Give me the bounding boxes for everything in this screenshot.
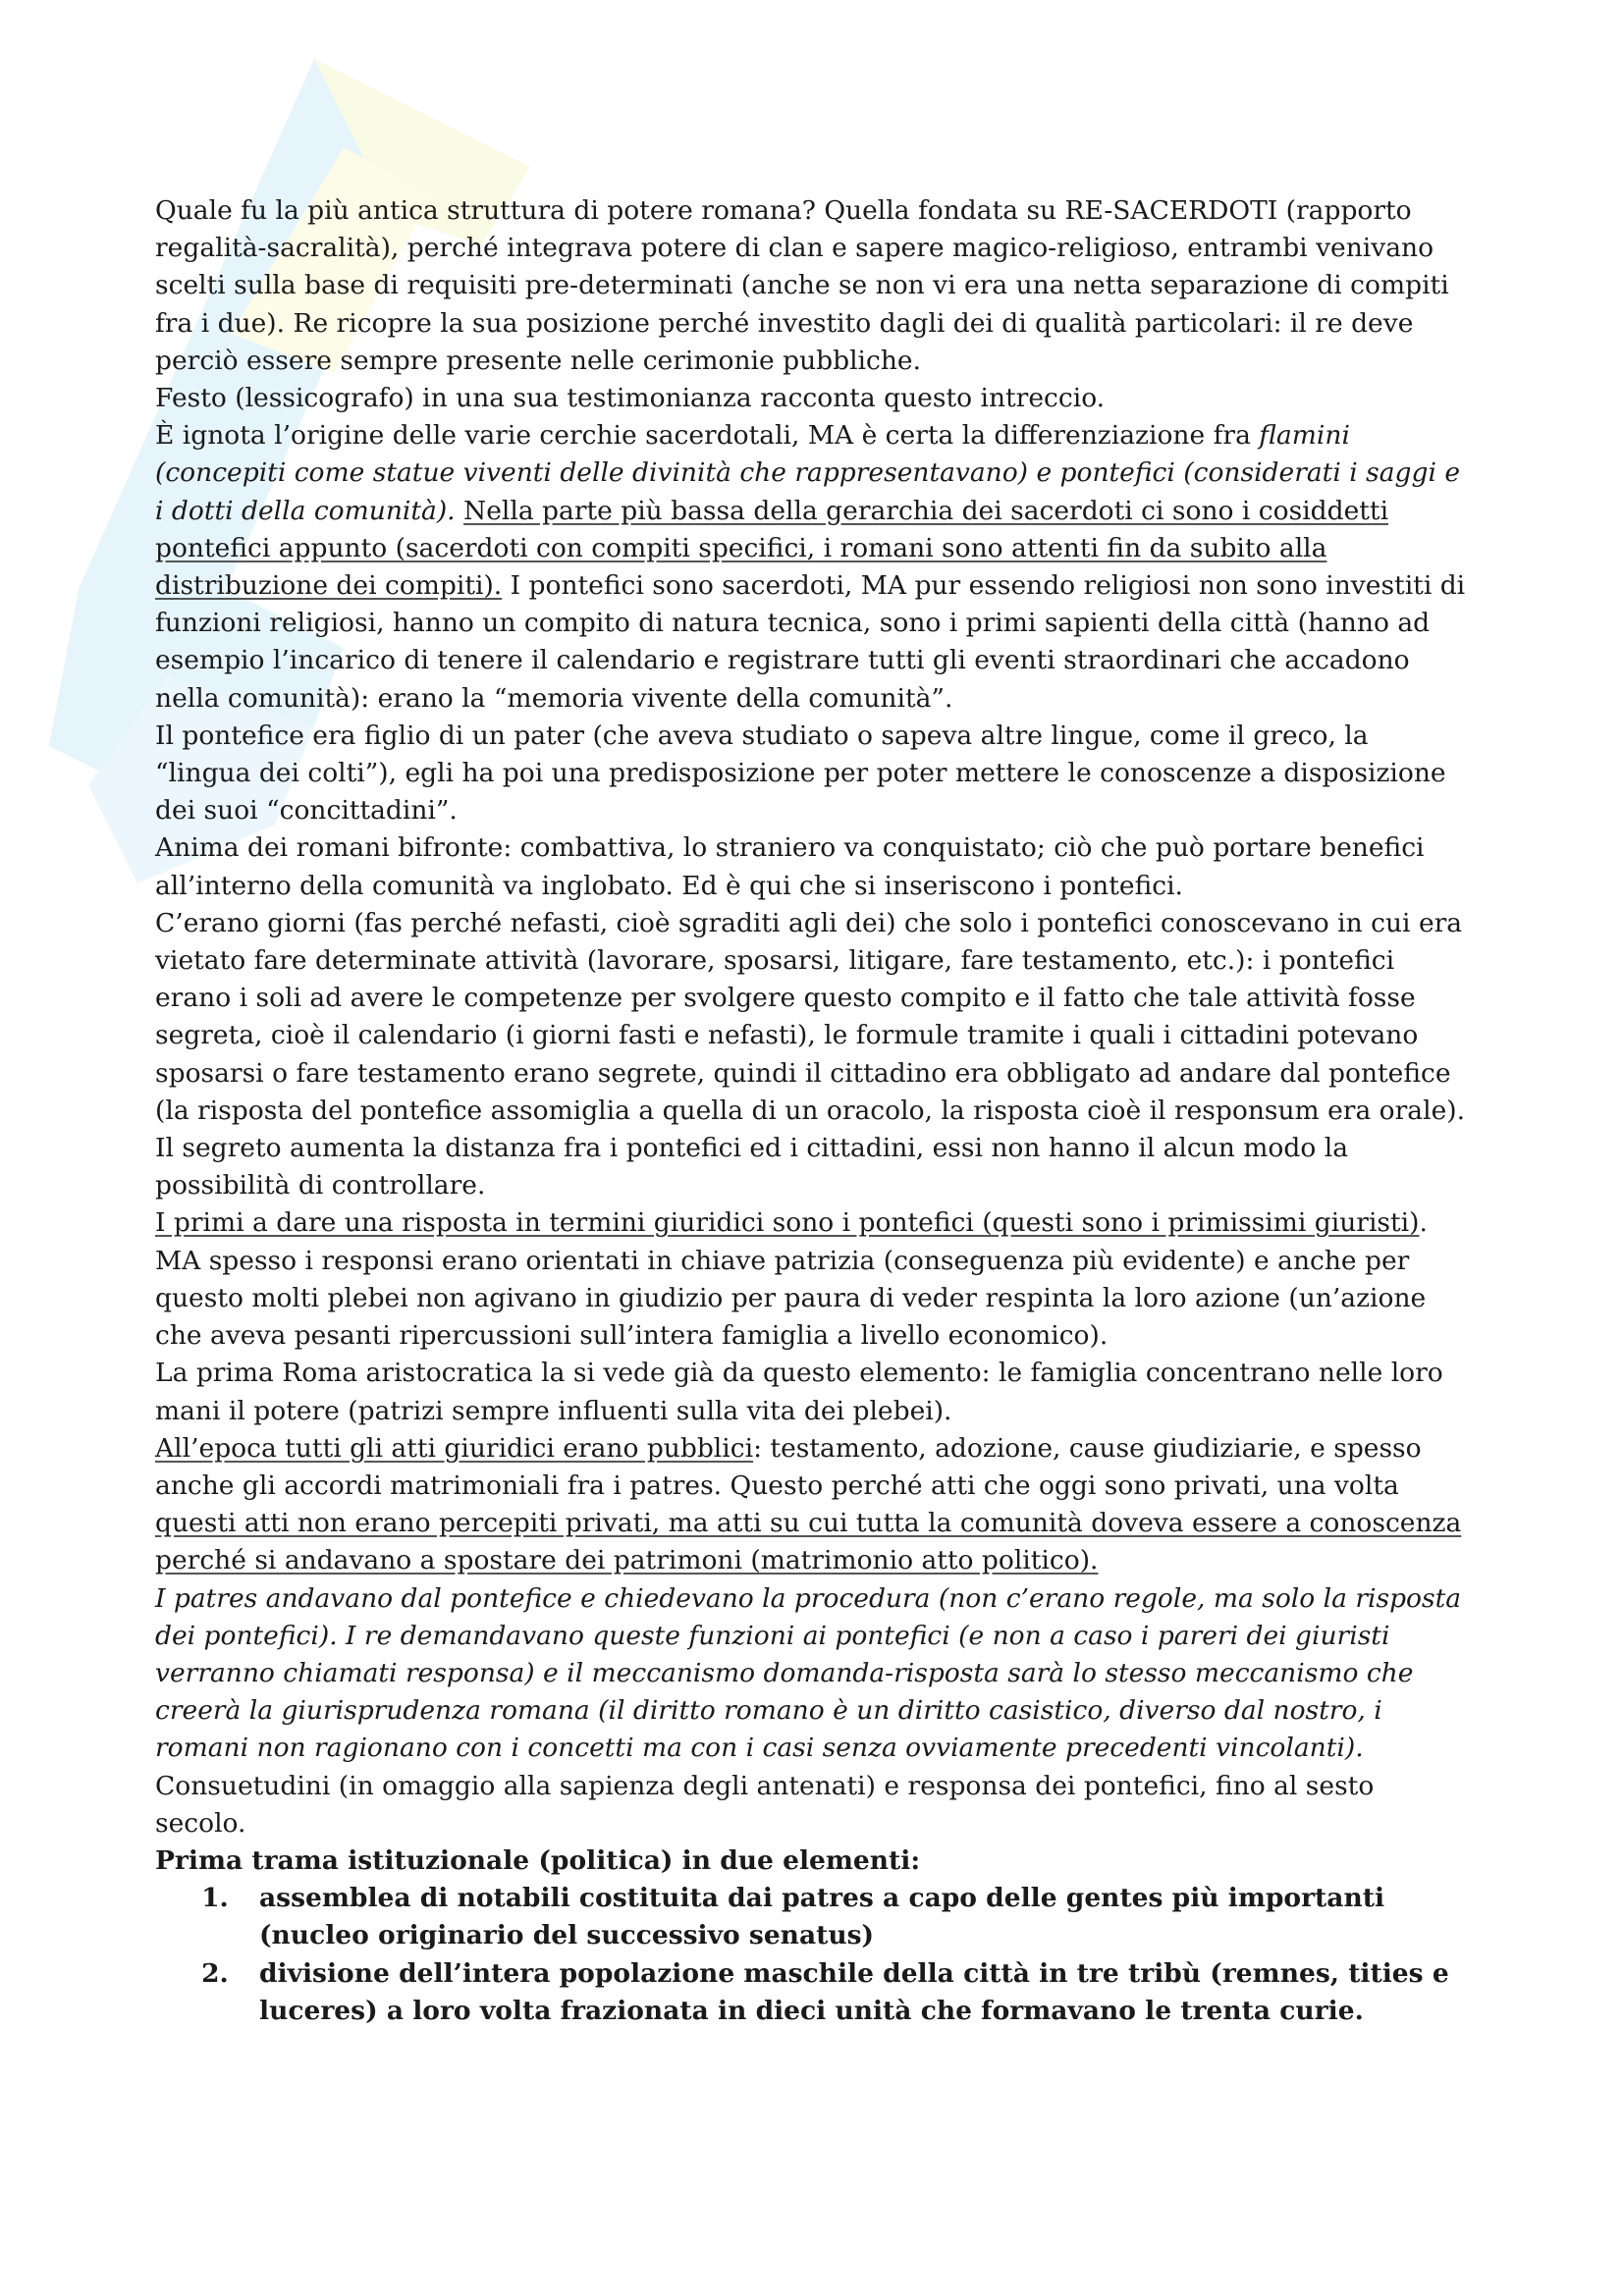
list-item: 1. assemblea di notabili costituita dai patres a capo delle gentes più importanti (nucleo originario del successivo senatus) <box>238 1880 1471 1954</box>
text-run: . MA spesso i responsi erano orientati in chiave patrizia (conseguenza più evidente) e anche per questo molti plebei non agivano in giudizio per paura di veder respinta la loro azione (un’azione che aveva pesanti ripercussioni sull’intera famiglia a livello economico). <box>155 1207 1428 1352</box>
text-run: Quale fu la più antica struttura di potere romana? Quella fondata su RE-SACERDOTI (rapporto regalità-sacralità), perché integrava potere di clan e sapere magico-religioso, entrambi venivano scelti sulla base di requisiti pre-determinati (anche se non vi era una netta separazione di compiti fra i due). Re ricopre la sua posizione perché investito dagli dei di qualità particolari: il re deve perciò essere sempre presente nelle cerimonie pubbliche. <box>155 195 1449 376</box>
text-run: È ignota l’origine delle varie cerchie sacerdotali, MA è certa la differenziazione fra <box>155 420 1260 452</box>
underlined-text: I primi a dare una risposta in termini giuridici sono i pontefici (questi sono i primissimi giuristi) <box>155 1207 1420 1239</box>
text-run <box>456 496 463 526</box>
paragraph <box>155 718 1471 830</box>
text-run: : testamento, adozione, cause giudiziarie, e spesso anche gli accordi matrimoniali fra i patres. Questo perché atti che oggi sono privati, una volta <box>155 1432 1422 1501</box>
institution-list <box>155 1880 1471 2030</box>
paragraph <box>155 192 1471 380</box>
paragraph <box>155 417 1471 718</box>
text-run: Anima dei romani bifronte: combattiva, lo straniero va conquistato; ciò che può portare benefici all’interno della comunità va inglobato. Ed è qui che si inseriscono i pontefici. <box>155 832 1425 901</box>
underlined-text: questi atti non erano percepiti privati, ma atti su cui tutta la comunità doveva essere a conoscenza perché si andavano a spostare dei patrimoni (matrimonio atto politico). <box>155 1508 1462 1576</box>
document-body <box>155 192 1471 2030</box>
italic-text: I patres andavano dal pontefice e chiedevano la procedura (non c’erano regole, ma solo la risposta dei pontefici). I re demandavano queste funzioni ai pontefici (e non a caso i pareri dei giuristi verranno chiamati responsa) e il meccanismo domanda-risposta sarà lo stesso meccanismo che creerà la giurisprudenza romana (il diritto romano è un diritto casistico, diverso dal nostro, i romani non ragionano con i concetti ma con i casi senza ovviamente precedenti vincolanti). <box>155 1582 1462 1764</box>
text-run: Consuetudini (in omaggio alla sapienza degli antenati) e responsa dei pontefici, fino al sesto secolo. <box>155 1770 1375 1839</box>
section-heading: Prima trama istituzionale (politica) in due elementi: <box>155 1844 921 1876</box>
paragraph <box>155 1430 1471 1580</box>
paragraph <box>155 1355 1471 1429</box>
italic-text: flamini (concepiti come statue viventi delle divinità che rappresentavano) e pontefici (considerati i saggi e i dotti della comunità). <box>155 420 1461 526</box>
paragraph <box>155 1204 1471 1355</box>
list-item: 2. divisione dell’intera popolazione maschile della città in tre tribù (remnes, tities e luceres) a loro volta frazionata in dieci unità che formavano le trenta curie. <box>238 1955 1471 2030</box>
paragraph <box>155 380 1471 417</box>
text-run: I pontefici sono sacerdoti, MA pur essendo religiosi non sono investiti di funzioni religiosi, hanno un compito di natura tecnica, sono i primi sapienti della città (hanno ad esempio l’incarico di tenere il calendario e registrare tutti gli eventi straordinari che accadono nella comunità): erano la “memoria vivente della comunità”. <box>155 570 1466 714</box>
text-run: C’erano giorni (fas perché nefasti, cioè sgraditi agli dei) che solo i pontefici conoscevano in cui era vietato fare determinate attività (lavorare, sposarsi, litigare, fare testamento, etc.): i pontefici erano i soli ad avere le competenze per svolgere questo compito e il fatto che tale attività fosse segreta, cioè il calendario (i giorni fasti e nefasti), le formule tramite i quali i cittadini potevano sposarsi o fare testamento erano segrete, quindi il cittadino era obbligato ad andare dal pontefice (la risposta del pontefice assomiglia a quella di un oracolo, la risposta cioè il responsum era orale). Il segreto aumenta la distanza fra i pontefici ed i cittadini, essi non hanno il alcun modo la possibilità di controllare. <box>155 907 1466 1201</box>
text-run: Festo (lessicografo) in una sua testimonianza racconta questo intreccio. <box>155 383 1106 414</box>
paragraph <box>155 905 1471 1205</box>
paragraph <box>155 1580 1471 1768</box>
paragraph <box>155 829 1471 904</box>
text-run: La prima Roma aristocratica la si vede già da questo elemento: le famiglia concentrano nelle loro mani il potere (patrizi sempre influenti sulla vita dei plebei). <box>155 1358 1443 1426</box>
underlined-text: All’epoca tutti gli atti giuridici erano pubblici <box>155 1432 754 1464</box>
text-run: Il pontefice era figlio di un pater (che aveva studiato o sapeva altre lingue, come il greco, la “lingua dei colti”), egli ha poi una predisposizione per poter mettere le conoscenze a disposizione dei suoi “concittadini”. <box>155 720 1446 827</box>
underlined-text: Nella parte più bassa della gerarchia dei sacerdoti ci sono i cosiddetti pontefici appunto (sacerdoti con compiti specifici, i romani sono attenti fin da subito alla distribuzione dei compiti). <box>155 495 1389 602</box>
paragraphs <box>155 192 1471 1842</box>
paragraph <box>155 1768 1471 1842</box>
